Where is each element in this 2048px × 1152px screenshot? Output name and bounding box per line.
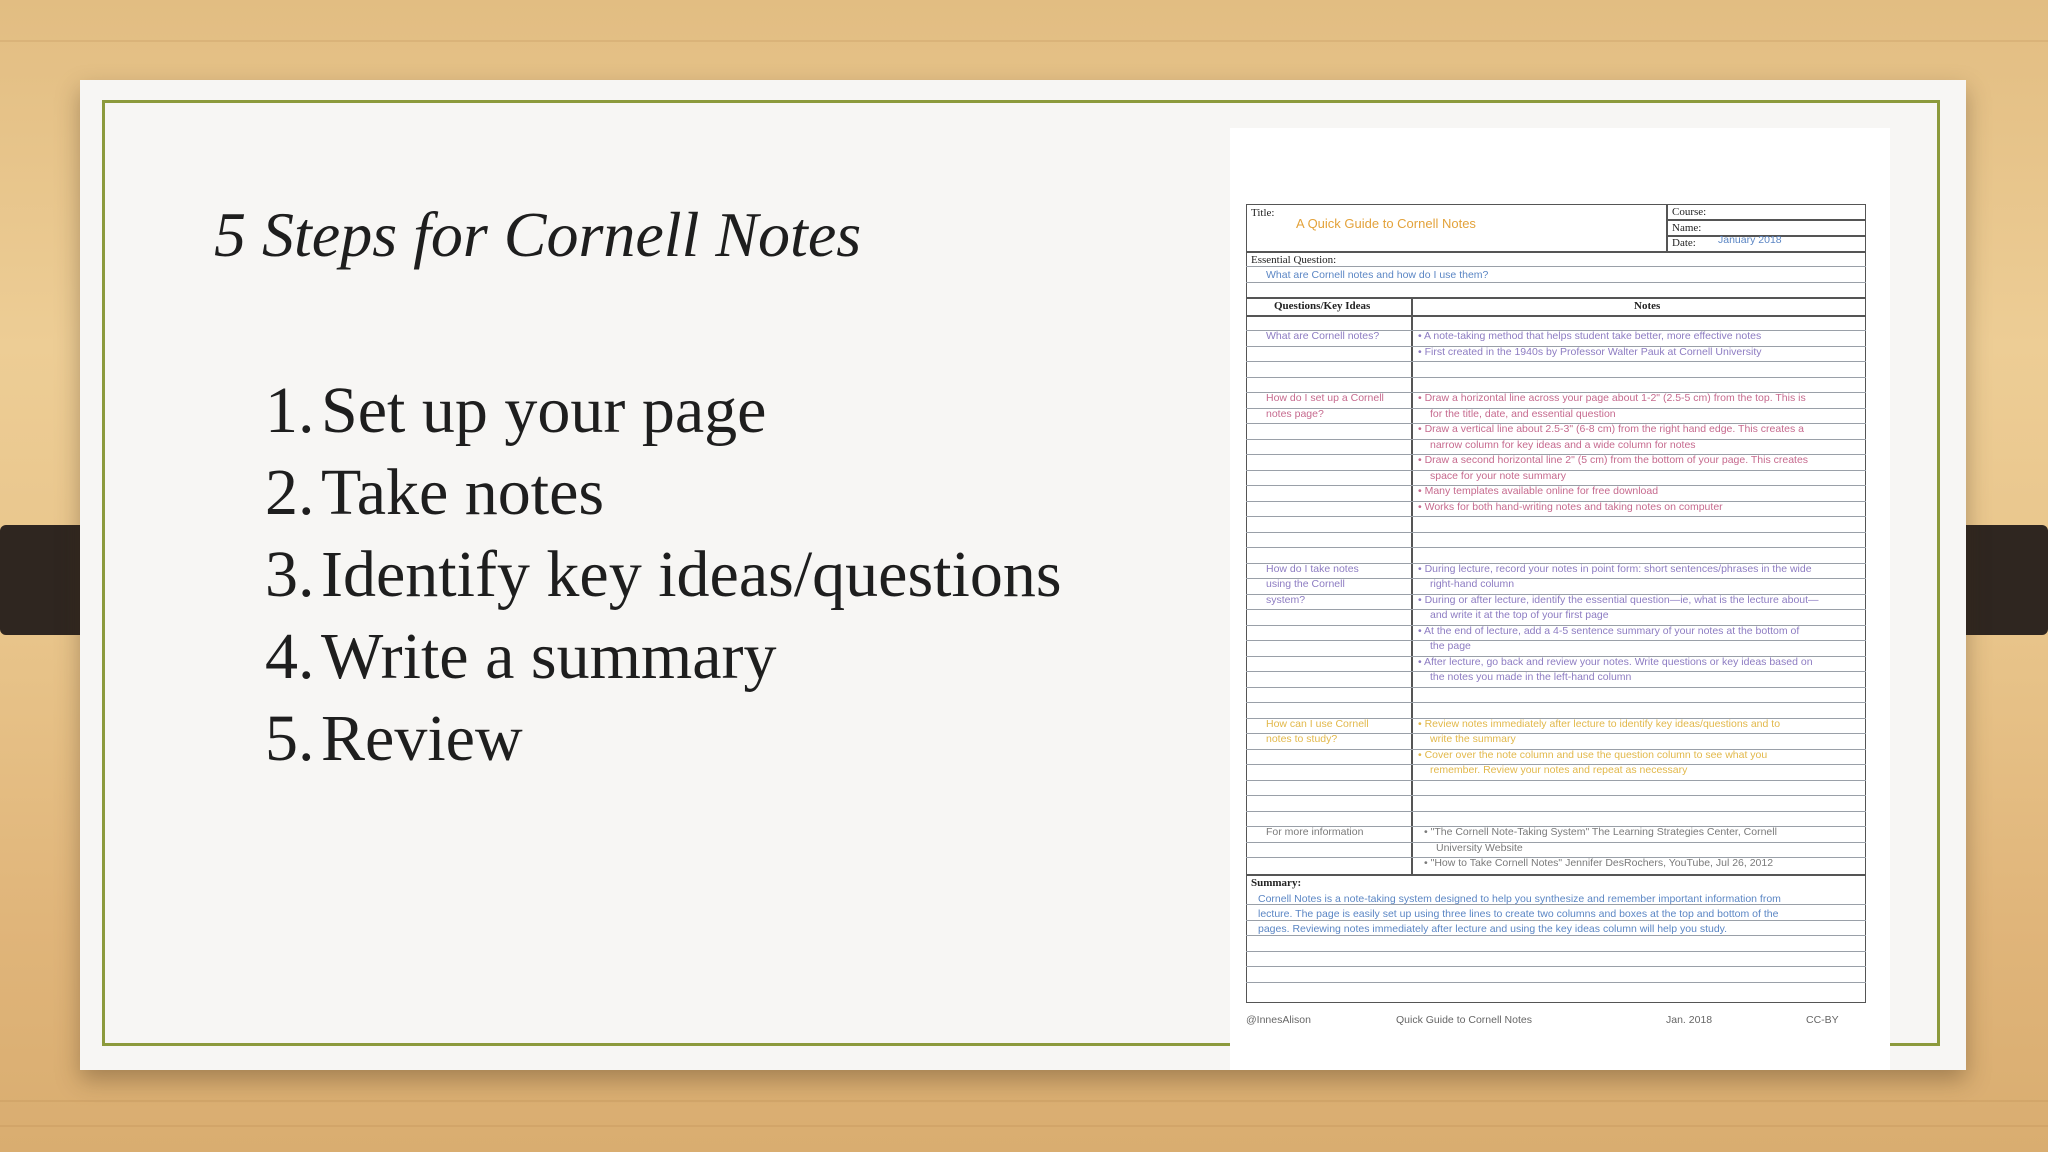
notes-column-header: Notes	[1634, 300, 1661, 312]
section2-note: • Draw a second horizontal line 2" (5 cm) from the bottom of your page. This creates	[1418, 454, 1809, 466]
section3-note: and write it at the top of your first page	[1430, 609, 1609, 621]
step-item	[265, 698, 1062, 780]
section2-question: How do I set up a Cornell	[1266, 392, 1384, 404]
footer-author: @InnesAlison	[1246, 1014, 1311, 1026]
step-number: 2.	[265, 456, 315, 529]
steps-list	[265, 370, 1062, 780]
section3-note: • At the end of lecture, add a 4-5 sentence summary of your notes at the bottom of	[1418, 625, 1800, 637]
section5-question: For more information	[1266, 826, 1364, 838]
step-number: 1.	[265, 374, 315, 447]
name-label: Name:	[1672, 222, 1702, 234]
step-text: Review	[321, 702, 523, 775]
step-number: 4.	[265, 620, 315, 693]
summary-line: lecture. The page is easily set up using three lines to create two columns and boxes at the top and bottom of the	[1258, 908, 1779, 920]
section3-note: right-hand column	[1430, 578, 1515, 590]
section4-note: • Review notes immediately after lecture to identify key ideas/questions and to	[1418, 718, 1781, 730]
step-number: 5.	[265, 702, 315, 775]
section3-note: the notes you made in the left-hand column	[1430, 671, 1632, 683]
summary-line: pages. Reviewing notes immediately after lecture and using the key ideas column will help you study.	[1258, 923, 1728, 935]
section2-question: notes page?	[1266, 408, 1324, 420]
section1-note: • A note-taking method that helps student take better, more effective notes	[1418, 330, 1762, 342]
section1-question: What are Cornell notes?	[1266, 330, 1380, 342]
step-text: Write a summary	[321, 620, 777, 693]
essential-question-label: Essential Question:	[1251, 254, 1337, 266]
section3-note: the page	[1430, 640, 1471, 652]
section2-note: for the title, date, and essential question	[1430, 408, 1616, 420]
step-item	[265, 534, 1062, 616]
course-label: Course:	[1672, 206, 1707, 218]
section4-question: notes to study?	[1266, 733, 1338, 745]
section3-question: using the Cornell	[1266, 578, 1345, 590]
section2-note: narrow column for key ideas and a wide column for notes	[1430, 439, 1696, 451]
section3-question: system?	[1266, 594, 1306, 606]
section4-question: How can I use Cornell	[1266, 718, 1369, 730]
doc-title-value: A Quick Guide to Cornell Notes	[1296, 216, 1476, 231]
date-label: Date:	[1672, 237, 1696, 249]
section3-note: • During or after lecture, identify the essential question—ie, what is the lecture about—	[1418, 594, 1819, 606]
step-number: 3.	[265, 538, 315, 611]
section4-note: write the summary	[1430, 733, 1516, 745]
section3-note: • During lecture, record your notes in point form: short sentences/phrases in the wide	[1418, 563, 1812, 575]
essential-question-value: What are Cornell notes and how do I use them?	[1266, 269, 1489, 281]
section2-note: • Works for both hand-writing notes and taking notes on computer	[1418, 501, 1723, 513]
section2-note: • Many templates available online for free download	[1418, 485, 1659, 497]
section4-note: • Cover over the note column and use the question column to see what you	[1418, 749, 1768, 761]
section3-question: How do I take notes	[1266, 563, 1359, 575]
summary-line: Cornell Notes is a note-taking system designed to help you synthesize and remember important information from	[1258, 893, 1781, 905]
slide-title: 5 Steps for Cornell Notes	[214, 199, 862, 270]
section2-note: • Draw a horizontal line across your page about 1-2" (2.5-5 cm) from the top. This is	[1418, 392, 1806, 404]
section3-note: • After lecture, go back and review your notes. Write questions or key ideas based on	[1418, 656, 1813, 668]
section5-note: University Website	[1436, 842, 1523, 854]
questions-column-header: Questions/Key Ideas	[1274, 300, 1371, 312]
doc-date-value: January 2018	[1718, 234, 1782, 246]
footer-license: CC-BY	[1806, 1014, 1839, 1026]
footer-date: Jan. 2018	[1666, 1014, 1713, 1026]
slide	[80, 80, 1966, 1070]
step-text: Set up your page	[321, 374, 767, 447]
title-label: Title:	[1251, 207, 1275, 219]
footer-doc-title: Quick Guide to Cornell Notes	[1396, 1014, 1532, 1026]
step-item	[265, 616, 1062, 698]
section5-note: • "The Cornell Note-Taking System" The Learning Strategies Center, Cornell	[1424, 826, 1777, 838]
section1-note: • First created in the 1940s by Professor Walter Pauk at Cornell University	[1418, 346, 1762, 358]
section4-note: remember. Review your notes and repeat as necessary	[1430, 764, 1688, 776]
section2-note: • Draw a vertical line about 2.5-3" (6-8 cm) from the right hand edge. This creates a	[1418, 423, 1804, 435]
step-text: Take notes	[321, 456, 605, 529]
section2-note: space for your note summary	[1430, 470, 1566, 482]
step-text: Identify key ideas/questions	[321, 538, 1062, 611]
step-item	[265, 452, 1062, 534]
summary-label: Summary:	[1251, 877, 1302, 889]
section5-note: • "How to Take Cornell Notes" Jennifer DesRochers, YouTube, Jul 26, 2012	[1424, 857, 1774, 869]
step-item	[265, 370, 1062, 452]
cornell-notes-example-page	[1230, 128, 1890, 1070]
